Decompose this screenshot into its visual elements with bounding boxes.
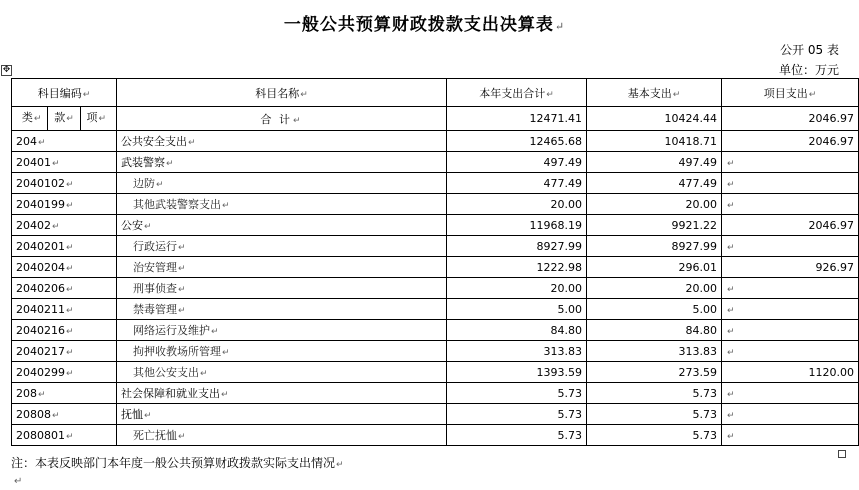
table-header-row — [12, 79, 859, 107]
row-basic: 296.01 — [587, 257, 722, 278]
row-name: 其他公安支出↵ — [117, 362, 447, 383]
row-basic: 273.59 — [587, 362, 722, 383]
row-basic: 5.73 — [587, 383, 722, 404]
row-total: 313.83 — [447, 341, 587, 362]
row-project: ↵ — [722, 320, 859, 341]
row-project: 2046.97 — [722, 215, 859, 236]
header-code: 科目编码↵ — [12, 79, 117, 107]
row-name: 社会保障和就业支出↵ — [117, 383, 447, 404]
table-row — [12, 236, 859, 257]
sub-header-cell — [12, 107, 117, 131]
row-code: 208↵ — [12, 383, 117, 404]
row-project: ↵ — [722, 299, 859, 320]
row-basic: 5.73 — [587, 425, 722, 446]
row-name: 禁毒管理↵ — [117, 299, 447, 320]
table-row — [12, 257, 859, 278]
row-code: 20402↵ — [12, 215, 117, 236]
row-basic: 8927.99 — [587, 236, 722, 257]
sum-project: 2046.97 — [722, 107, 859, 131]
table-row — [12, 299, 859, 320]
unit-label: 单位：万元 — [778, 63, 839, 77]
row-total: 497.49 — [447, 152, 587, 173]
row-code: 204↵ — [12, 131, 117, 152]
table-row — [12, 194, 859, 215]
table-row — [12, 320, 859, 341]
row-name: 边防↵ — [117, 173, 447, 194]
table-row — [12, 152, 859, 173]
table-note: 注：本表反映部门本年度一般公共预算财政拨款实际支出情况↵ — [11, 456, 344, 470]
row-total: 5.73 — [447, 404, 587, 425]
row-total: 5.73 — [447, 383, 587, 404]
row-name: 其他武装警察支出↵ — [117, 194, 447, 215]
sum-total: 12471.41 — [447, 107, 587, 131]
row-project: ↵ — [722, 278, 859, 299]
row-code: 20808↵ — [12, 404, 117, 425]
row-basic: 313.83 — [587, 341, 722, 362]
sum-basic: 10424.44 — [587, 107, 722, 131]
row-total: 20.00 — [447, 278, 587, 299]
table-row — [12, 404, 859, 425]
row-code: 2040102↵ — [12, 173, 117, 194]
row-project: ↵ — [722, 194, 859, 215]
table-row — [12, 341, 859, 362]
row-code: 2040204↵ — [12, 257, 117, 278]
row-code: 2040299↵ — [12, 362, 117, 383]
row-project: ↵ — [722, 425, 859, 446]
sub-header-lei: 类↵ — [16, 107, 48, 130]
row-total: 5.73 — [447, 425, 587, 446]
header-total: 本年支出合计↵ — [447, 79, 587, 107]
row-code: 2040199↵ — [12, 194, 117, 215]
expenditure-table — [11, 78, 859, 446]
row-name: 武装警察↵ — [117, 152, 447, 173]
row-total: 11968.19 — [447, 215, 587, 236]
paragraph-mark-icon: ↵ — [14, 476, 23, 487]
page-title — [0, 10, 849, 35]
row-project: ↵ — [722, 341, 859, 362]
row-basic: 84.80 — [587, 320, 722, 341]
row-code: 2080801↵ — [12, 425, 117, 446]
row-basic: 477.49 — [587, 173, 722, 194]
row-total: 5.00 — [447, 299, 587, 320]
row-project: ↵ — [722, 152, 859, 173]
header-basic: 基本支出↵ — [587, 79, 722, 107]
row-name: 刑事侦查↵ — [117, 278, 447, 299]
sum-label: 合 计↵ — [117, 107, 447, 131]
row-total: 477.49 — [447, 173, 587, 194]
row-basic: 497.49 — [587, 152, 722, 173]
row-basic: 20.00 — [587, 194, 722, 215]
header-name: 科目名称↵ — [117, 79, 447, 107]
row-code: 2040206↵ — [12, 278, 117, 299]
row-code: 2040217↵ — [12, 341, 117, 362]
row-project: 1120.00 — [722, 362, 859, 383]
row-total: 1393.59 — [447, 362, 587, 383]
row-name: 拘押收教场所管理↵ — [117, 341, 447, 362]
table-move-handle-icon[interactable]: ✥ — [2, 65, 11, 75]
paragraph-mark-icon: ↵ — [554, 20, 566, 33]
form-number: 公开 05 表 — [780, 43, 839, 57]
row-basic: 5.00 — [587, 299, 722, 320]
row-project: 2046.97 — [722, 131, 859, 152]
row-name: 死亡抚恤↵ — [117, 425, 447, 446]
table-resize-handle-icon[interactable] — [838, 450, 846, 458]
row-project: ↵ — [722, 404, 859, 425]
row-name: 网络运行及维护↵ — [117, 320, 447, 341]
row-name: 公共安全支出↵ — [117, 131, 447, 152]
row-total: 8927.99 — [447, 236, 587, 257]
row-code: 2040201↵ — [12, 236, 117, 257]
sub-header-xiang: 项↵ — [86, 111, 107, 124]
table-row — [12, 131, 859, 152]
header-project: 项目支出↵ — [722, 79, 859, 107]
row-project: ↵ — [722, 173, 859, 194]
row-basic: 20.00 — [587, 278, 722, 299]
row-basic: 10418.71 — [587, 131, 722, 152]
table-row — [12, 215, 859, 236]
row-code: 2040211↵ — [12, 299, 117, 320]
table-row — [12, 383, 859, 404]
row-code: 20401↵ — [12, 152, 117, 173]
row-basic: 9921.22 — [587, 215, 722, 236]
row-name: 治安管理↵ — [117, 257, 447, 278]
row-project: ↵ — [722, 236, 859, 257]
title-text: 一般公共预算财政拨款支出决算表 — [283, 15, 554, 35]
row-project: ↵ — [722, 383, 859, 404]
table-row — [12, 362, 859, 383]
row-name: 公安↵ — [117, 215, 447, 236]
row-name: 抚恤↵ — [117, 404, 447, 425]
row-name: 行政运行↵ — [117, 236, 447, 257]
summary-row — [12, 107, 859, 131]
table-row — [12, 278, 859, 299]
row-code: 2040216↵ — [12, 320, 117, 341]
row-total: 12465.68 — [447, 131, 587, 152]
row-basic: 5.73 — [587, 404, 722, 425]
sub-header-kuan: 款↵ — [48, 107, 80, 130]
table-row — [12, 173, 859, 194]
row-total: 84.80 — [447, 320, 587, 341]
table-row — [12, 425, 859, 446]
row-total: 1222.98 — [447, 257, 587, 278]
row-total: 20.00 — [447, 194, 587, 215]
row-project: 926.97 — [722, 257, 859, 278]
